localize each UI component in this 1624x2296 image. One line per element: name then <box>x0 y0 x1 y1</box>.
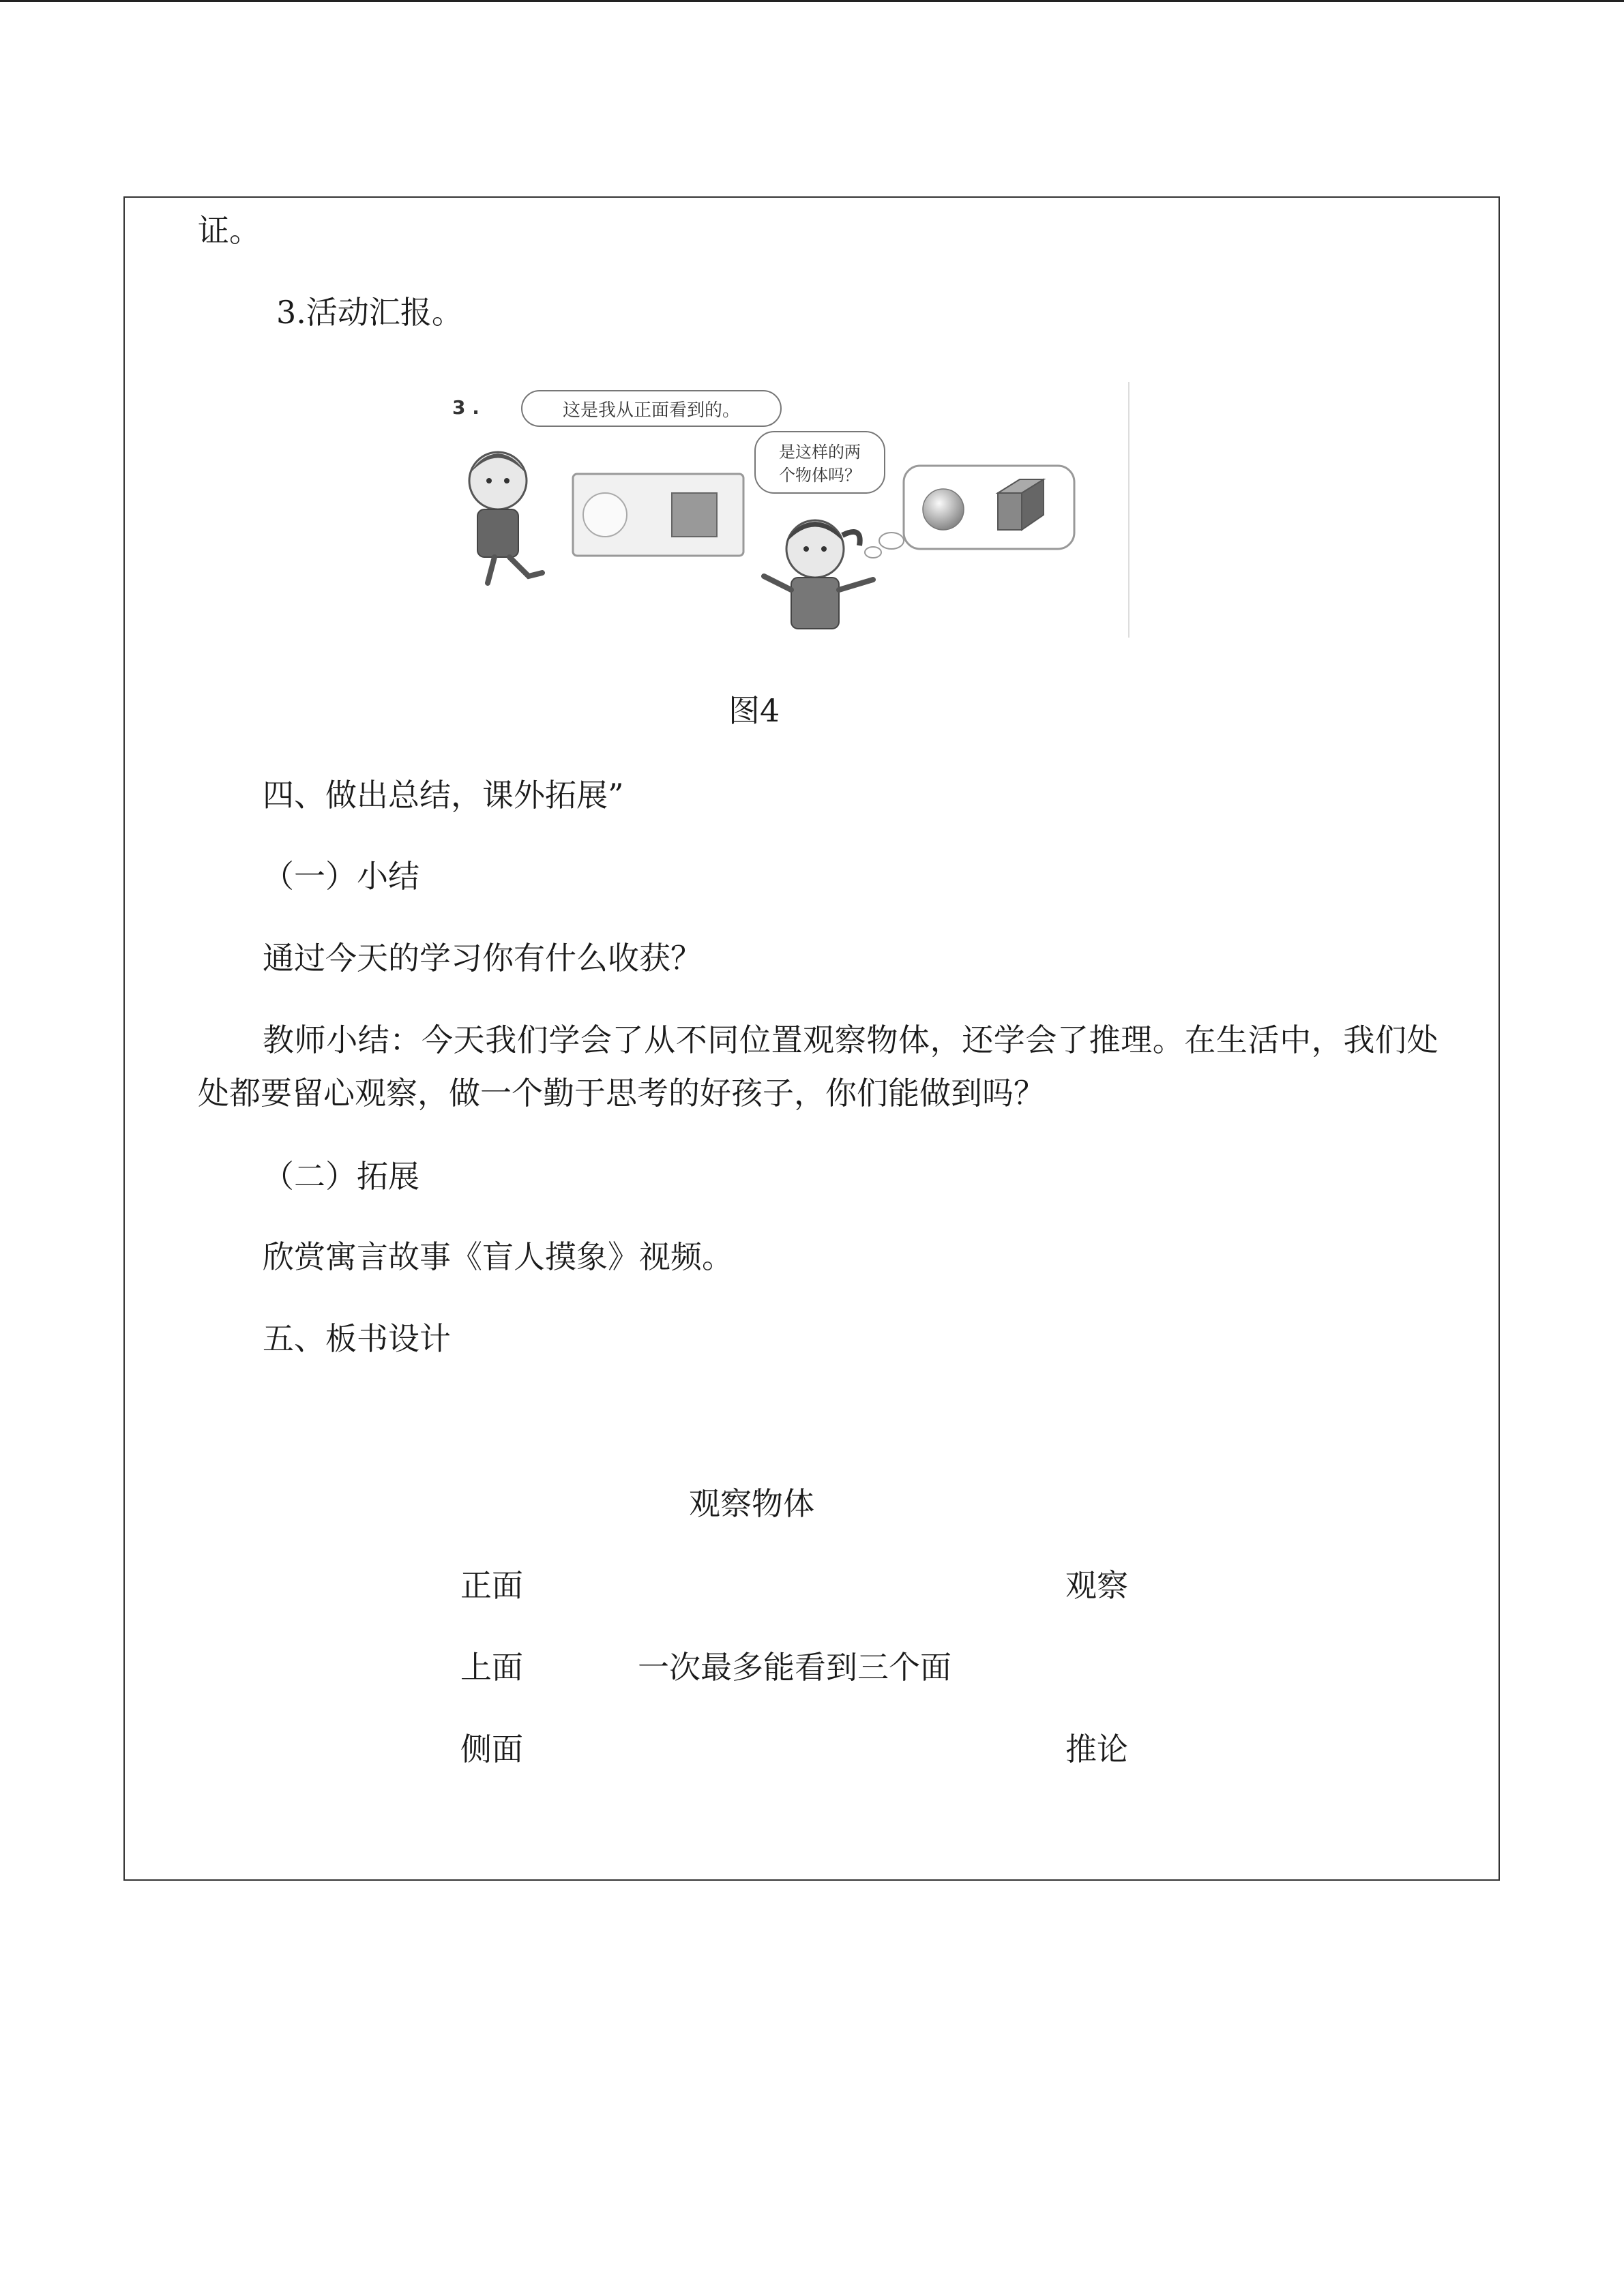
thought-dot-large <box>879 533 904 549</box>
circle-front-view <box>583 493 627 537</box>
board-item-top: 上面 <box>460 1649 523 1686</box>
section-5-title: 五、板书设计 <box>263 1320 451 1357</box>
subsection-2-title: （二）拓展 <box>263 1158 419 1195</box>
square-front-view <box>672 493 717 537</box>
bubble-boy-text: 这是我从正面看到的。 <box>562 400 741 421</box>
girl-figure <box>764 520 873 629</box>
extension-text: 欣赏寓言故事《盲人摸象》视频。 <box>263 1238 733 1275</box>
continued-line: 证。 <box>198 212 261 249</box>
board-item-observe: 观察 <box>1065 1567 1128 1604</box>
board-item-three-faces: 一次最多能看到三个面 <box>638 1649 951 1686</box>
summary-line-1: 教师小结：今天我们学会了从不同位置观察物体，还学会了推理。在生活中，我们处 <box>263 1022 1439 1058</box>
section-4-title: 四、做出总结，课外拓展” <box>263 777 624 814</box>
bubble-girl-text-1: 是这样的两 <box>779 443 861 462</box>
question-text: 通过今天的学习你有什么收获？ <box>263 940 702 976</box>
summary-line-2: 处都要留心观察，做一个勤于思考的好孩子，你们能做到吗？ <box>198 1075 1045 1112</box>
figure-4-illustration <box>447 378 1132 641</box>
subsection-1-title: （一）小结 <box>263 858 419 895</box>
figure-number: 3 . <box>452 396 479 419</box>
board-item-front: 正面 <box>460 1567 523 1604</box>
board-item-side: 侧面 <box>460 1731 523 1768</box>
step-3-heading: 3.活动汇报。 <box>276 294 463 331</box>
page-top-rule <box>0 0 1624 2</box>
bubble-girl-text-2: 个物体吗？ <box>779 466 861 485</box>
boy-figure <box>469 452 542 583</box>
board-item-infer: 推论 <box>1065 1731 1128 1768</box>
thought-dot-small <box>865 547 881 558</box>
sphere-icon <box>923 489 964 530</box>
figure-caption: 图4 <box>728 692 780 729</box>
board-title: 观察物体 <box>689 1485 814 1522</box>
